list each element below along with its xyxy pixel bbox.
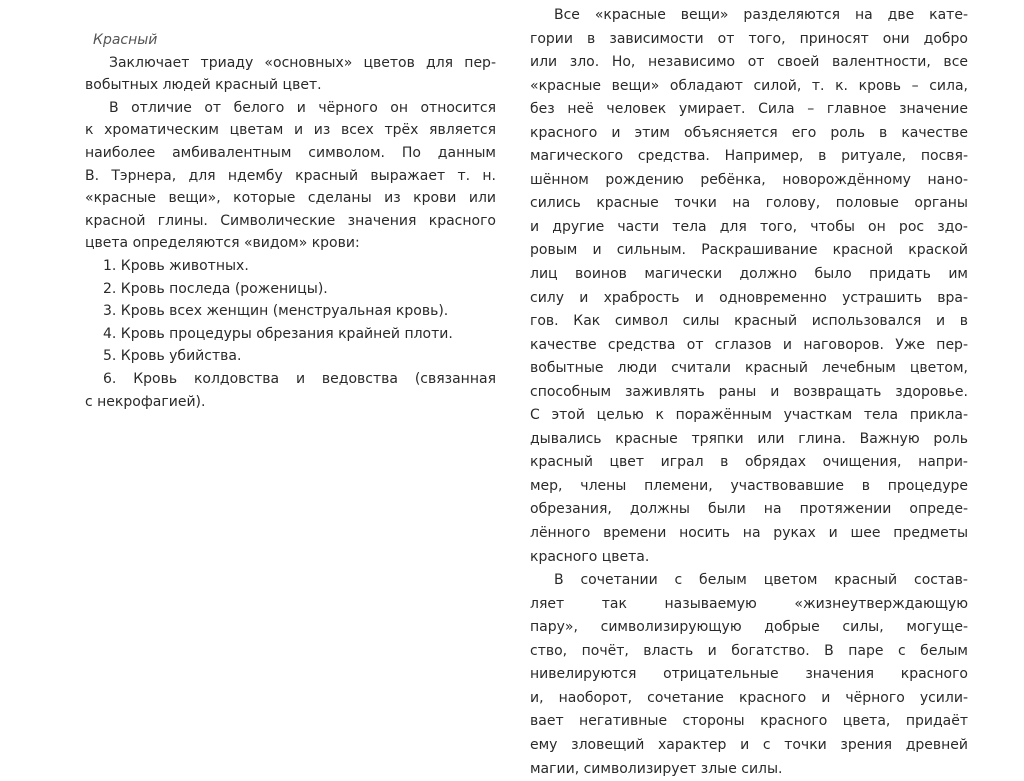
paragraph-line: вает негативные стороны красного цвета, придаёт — [530, 710, 968, 734]
paragraph-line: качестве средства от сглазов и наговоров. Уже пер- — [530, 334, 968, 358]
list-item: 2. Кровь последа (роженицы). — [85, 278, 496, 301]
list-item: 1. Кровь животных. — [85, 255, 496, 278]
list-item: 5. Кровь убийства. — [85, 345, 496, 368]
paragraph-line: красный цвет играл в обрядах очищения, напри- — [530, 451, 968, 475]
paragraph-line: вобытные люди считали красный лечебным цветом, — [530, 357, 968, 381]
paragraph-line: силу и храбрость и одновременно устрашить вра- — [530, 287, 968, 311]
list-item: 6. Кровь колдовства и ведовства (связанная — [85, 368, 496, 391]
paragraph-line: красного цвета. — [530, 546, 968, 570]
paragraph-line: ему зловещий характер и с точки зрения древней — [530, 734, 968, 758]
paragraph-line: Заключает триаду «основных» цветов для пер- — [85, 52, 496, 75]
paragraph-line: к хроматическим цветам и из всех трёх является — [85, 119, 496, 142]
paragraph-line: вобытных людей красный цвет. — [85, 74, 496, 97]
paragraph-line: или зло. Но, независимо от своей валентности, все — [530, 51, 968, 75]
list-item: с некрофагией). — [85, 391, 496, 414]
paragraph-line: «красные вещи» обладают силой, т. к. кровь – сила, — [530, 75, 968, 99]
paragraph-line: дывались красные тряпки или глина. Важную роль — [530, 428, 968, 452]
paragraph-line: и, наоборот, сочетание красного и чёрного усили- — [530, 687, 968, 711]
paragraph-line: без неё человек умирает. Сила – главное значение — [530, 98, 968, 122]
paragraph-line: и другие части тела для того, чтобы он рос здо- — [530, 216, 968, 240]
list-item: 4. Кровь процедуры обрезания крайней плоти. — [85, 323, 496, 346]
paragraph-line: Все «красные вещи» разделяются на две кате- — [530, 4, 968, 28]
paragraph-line: способным заживлять раны и возвращать здоровье. — [530, 381, 968, 405]
paragraph-line: красного и этим объясняется его роль в качестве — [530, 122, 968, 146]
left-column — [85, 29, 496, 413]
paragraph-line: В отличие от белого и чёрного он относится — [85, 97, 496, 120]
paragraph-line: гории в зависимости от того, приносят они добро — [530, 28, 968, 52]
paragraph-line: «красные вещи», которые сделаны из крови или — [85, 187, 496, 210]
paragraph-line: ляет так называемую «жизнеутверждающую — [530, 593, 968, 617]
list-item: 3. Кровь всех женщин (менструальная кровь). — [85, 300, 496, 323]
paragraph-line: красной глины. Символические значения красного — [85, 210, 496, 233]
paragraph-line: ровым и сильным. Раскрашивание красной краской — [530, 239, 968, 263]
paragraph-line: В сочетании с белым цветом красный состав- — [530, 569, 968, 593]
paragraph-line: ство, почёт, власть и богатство. В паре с белым — [530, 640, 968, 664]
paragraph-line: гов. Как символ силы красный использовался и в — [530, 310, 968, 334]
paragraph-line: С этой целью к поражённым участкам тела прикла- — [530, 404, 968, 428]
paragraph-line: наиболее амбивалентным символом. По данным — [85, 142, 496, 165]
paragraph-line: В. Тэрнера, для ндембу красный выражает т. н. — [85, 165, 496, 188]
paragraph-line: лиц воинов магически должно было придать им — [530, 263, 968, 287]
section-heading: Красный — [85, 29, 496, 52]
paragraph-line: шённом рождению ребёнка, новорождённому нано- — [530, 169, 968, 193]
paragraph-line: пару», символизирующую добрые силы, могуще- — [530, 616, 968, 640]
paragraph-line: сились красные точки на голову, половые органы — [530, 192, 968, 216]
paragraph-line: лённого времени носить на руках и шее предметы — [530, 522, 968, 546]
paragraph-line: цвета определяются «видом» крови: — [85, 232, 496, 255]
paragraph-line: обрезания, должны были на протяжении опреде- — [530, 498, 968, 522]
paragraph-line: нивелируются отрицательные значения красного — [530, 663, 968, 687]
paragraph-line: магического средства. Например, в ритуале, посвя- — [530, 145, 968, 169]
paragraph-line: магии, символизирует злые силы. — [530, 758, 968, 781]
paragraph-line: мер, члены племени, участвовавшие в процедуре — [530, 475, 968, 499]
right-column — [530, 4, 968, 781]
